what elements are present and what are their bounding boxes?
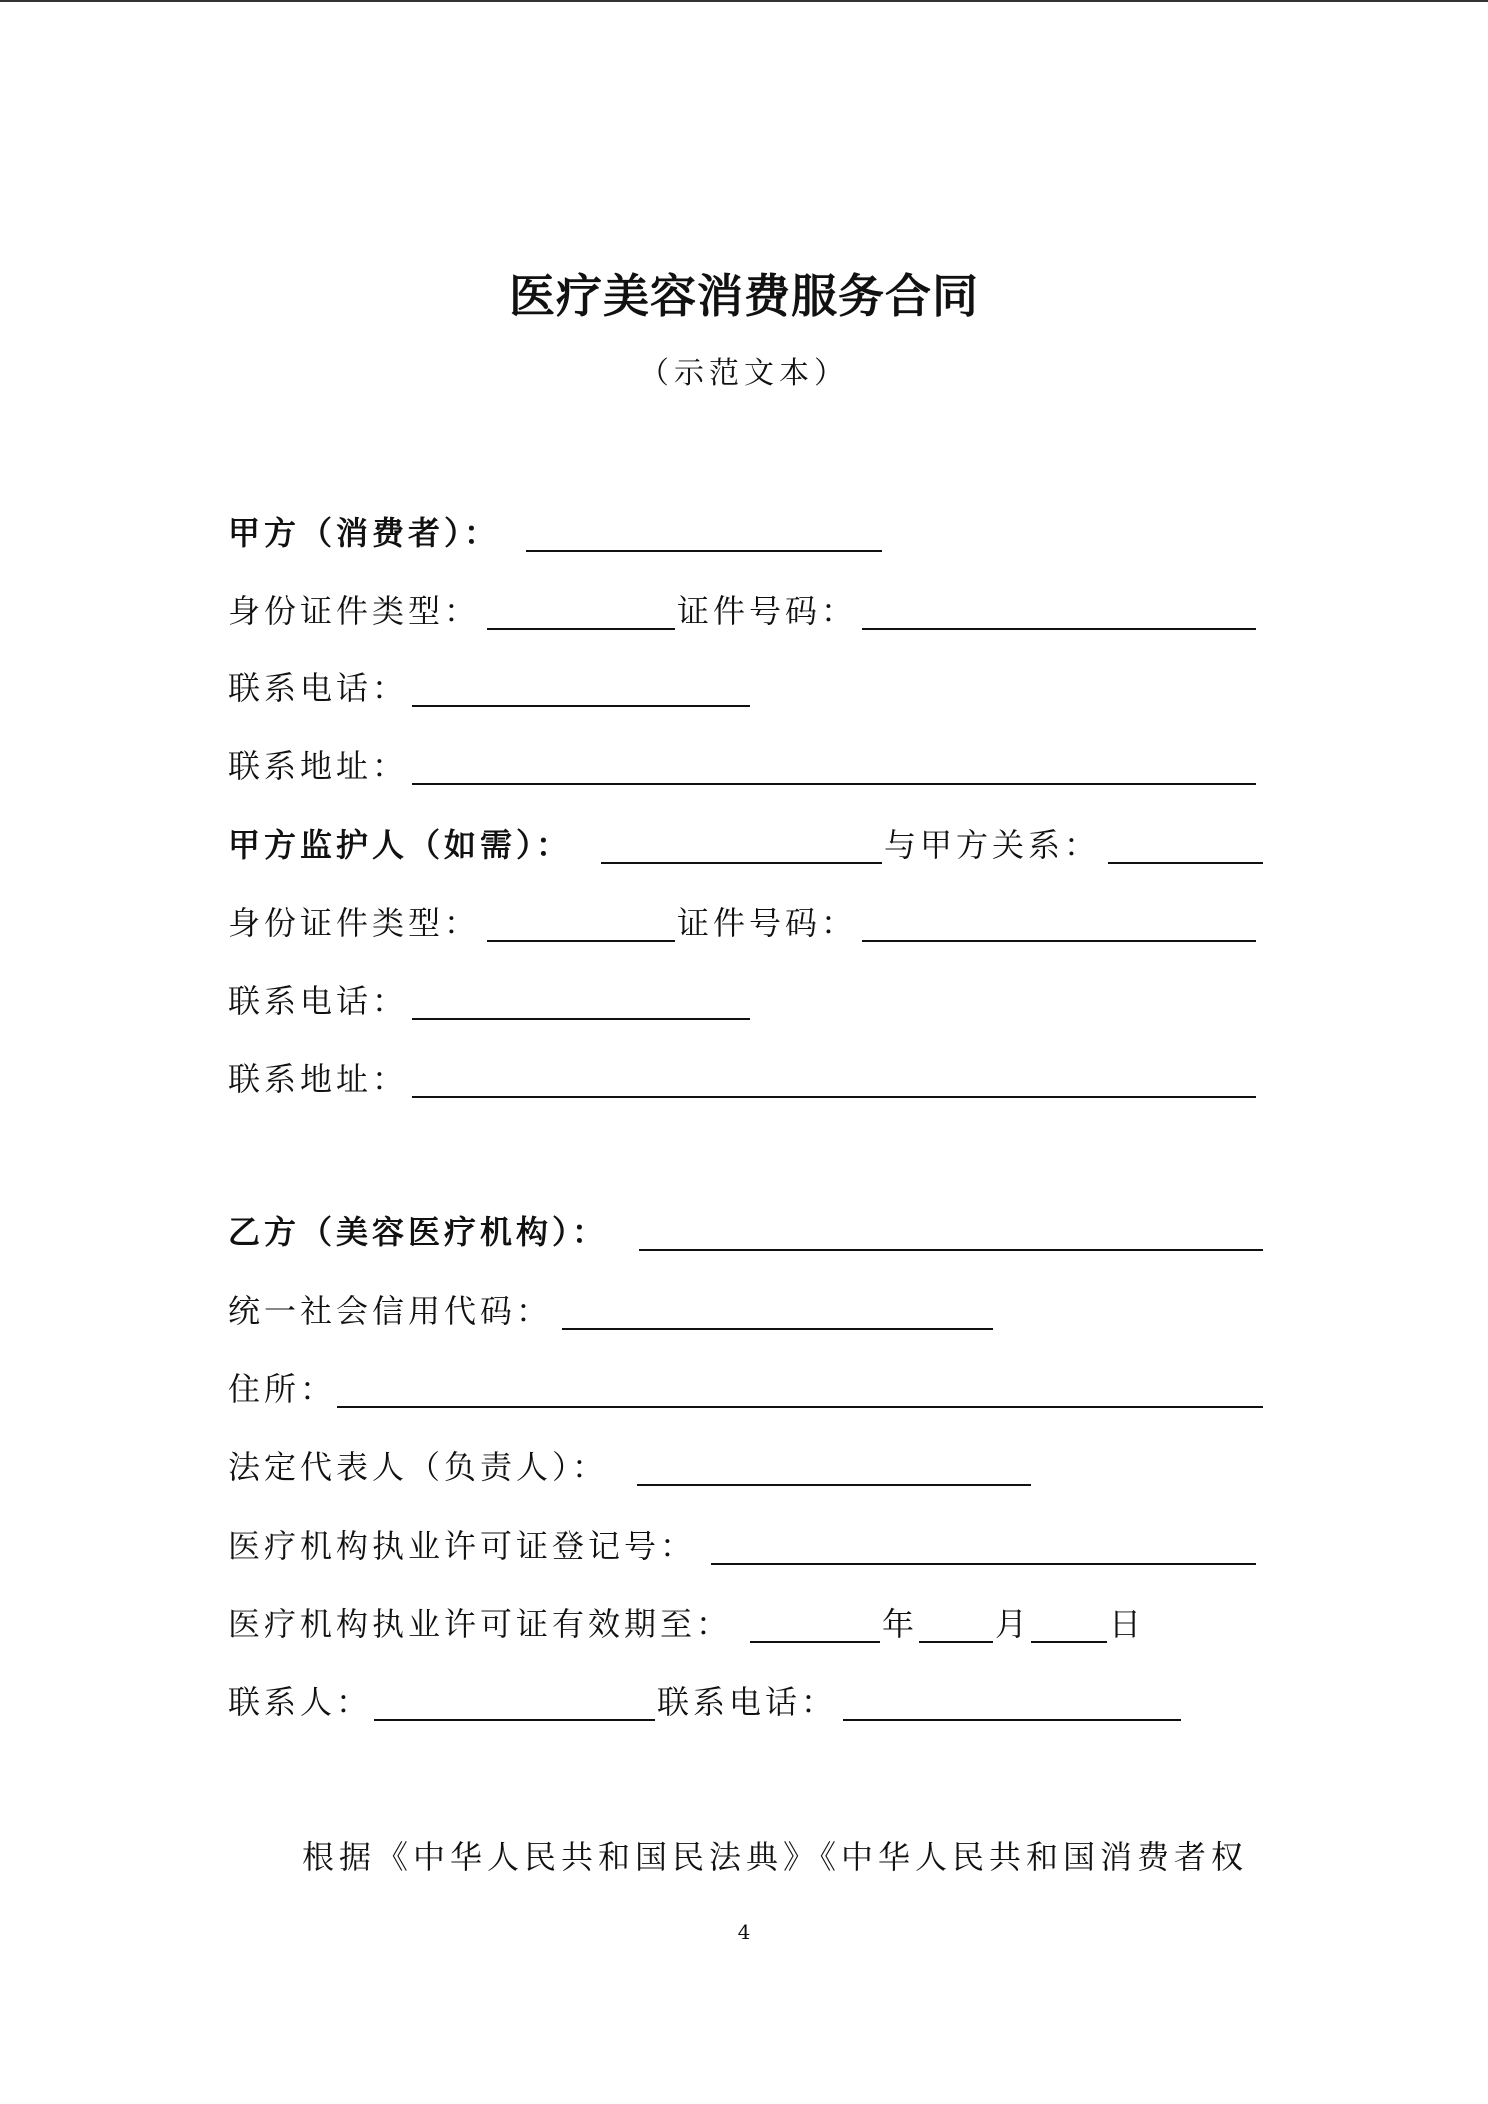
page-top-border [0, 0, 1488, 2]
year-label: 年 [882, 1605, 919, 1643]
guardian-phone-label: 联系电话： [228, 982, 409, 1020]
guardian-id-number-field[interactable] [862, 940, 1256, 942]
guardian-label: 甲方监护人（如需）： [228, 826, 573, 864]
year-field[interactable] [750, 1641, 880, 1643]
month-label: 月 [995, 1605, 1032, 1643]
guardian-id-row [0, 899, 1488, 947]
contact-row [0, 1678, 1488, 1726]
document-subtitle: （示范文本） [639, 356, 849, 391]
guardian-address-label: 联系地址： [228, 1060, 409, 1098]
license-valid-row [0, 1600, 1488, 1648]
body-paragraph [0, 1833, 1488, 1881]
party-a-row [0, 509, 1488, 557]
legal-rep-row [0, 1443, 1488, 1491]
guardian-name-field[interactable] [601, 862, 882, 864]
address-label: 联系地址： [228, 747, 409, 785]
id-type-label: 身份证件类型： [228, 592, 481, 630]
guardian-address-field[interactable] [412, 1096, 1256, 1098]
relation-field[interactable] [1108, 862, 1263, 864]
guardian-id-type-field[interactable] [487, 940, 675, 942]
contact-field[interactable] [374, 1719, 655, 1721]
party-a-address-row [0, 742, 1488, 790]
license-valid-label: 医疗机构执业许可证有效期至： [228, 1605, 733, 1643]
credit-code-label: 统一社会信用代码： [228, 1292, 553, 1330]
page-number: 4 [737, 1920, 751, 1944]
day-label: 日 [1109, 1605, 1146, 1643]
party-a-name-field[interactable] [526, 550, 882, 552]
document-title: 医疗美容消费服务合同 [509, 269, 979, 323]
party-a-phone-row [0, 664, 1488, 712]
party-a-label: 甲方（消费者）： [228, 514, 501, 552]
guardian-phone-field[interactable] [412, 1018, 750, 1020]
contact-label: 联系人： [228, 1683, 373, 1721]
party-a-id-row [0, 587, 1488, 635]
guardian-id-type-label: 身份证件类型： [228, 904, 481, 942]
phone-field[interactable] [412, 705, 750, 707]
residence-row [0, 1365, 1488, 1413]
residence-label: 住所： [228, 1370, 337, 1408]
phone-label: 联系电话： [228, 669, 409, 707]
guardian-phone-row [0, 977, 1488, 1025]
guardian-row [0, 821, 1488, 869]
legal-rep-label: 法定代表人（负责人）： [228, 1448, 609, 1486]
party-b-label: 乙方（美容医疗机构）： [228, 1213, 609, 1251]
credit-code-field[interactable] [562, 1328, 993, 1330]
id-number-label: 证件号码： [677, 592, 858, 630]
id-type-field[interactable] [487, 628, 675, 630]
contact-phone-field[interactable] [843, 1719, 1181, 1721]
license-no-field[interactable] [711, 1563, 1256, 1565]
license-no-row [0, 1522, 1488, 1570]
legal-rep-field[interactable] [637, 1484, 1031, 1486]
license-no-label: 医疗机构执业许可证登记号： [228, 1527, 697, 1565]
credit-code-row [0, 1287, 1488, 1335]
body-text: 根据《中华人民共和国民法典》《中华人民共和国消费者权 [302, 1838, 1249, 1876]
party-b-name-field[interactable] [639, 1249, 1263, 1251]
relation-label: 与甲方关系： [884, 826, 1101, 864]
address-field[interactable] [412, 783, 1256, 785]
party-b-row [0, 1208, 1488, 1256]
residence-field[interactable] [337, 1406, 1263, 1408]
id-number-field[interactable] [862, 628, 1256, 630]
guardian-id-number-label: 证件号码： [677, 904, 858, 942]
contact-phone-label: 联系电话： [657, 1683, 838, 1721]
day-field[interactable] [1031, 1641, 1107, 1643]
guardian-address-row [0, 1055, 1488, 1103]
month-field[interactable] [919, 1641, 993, 1643]
